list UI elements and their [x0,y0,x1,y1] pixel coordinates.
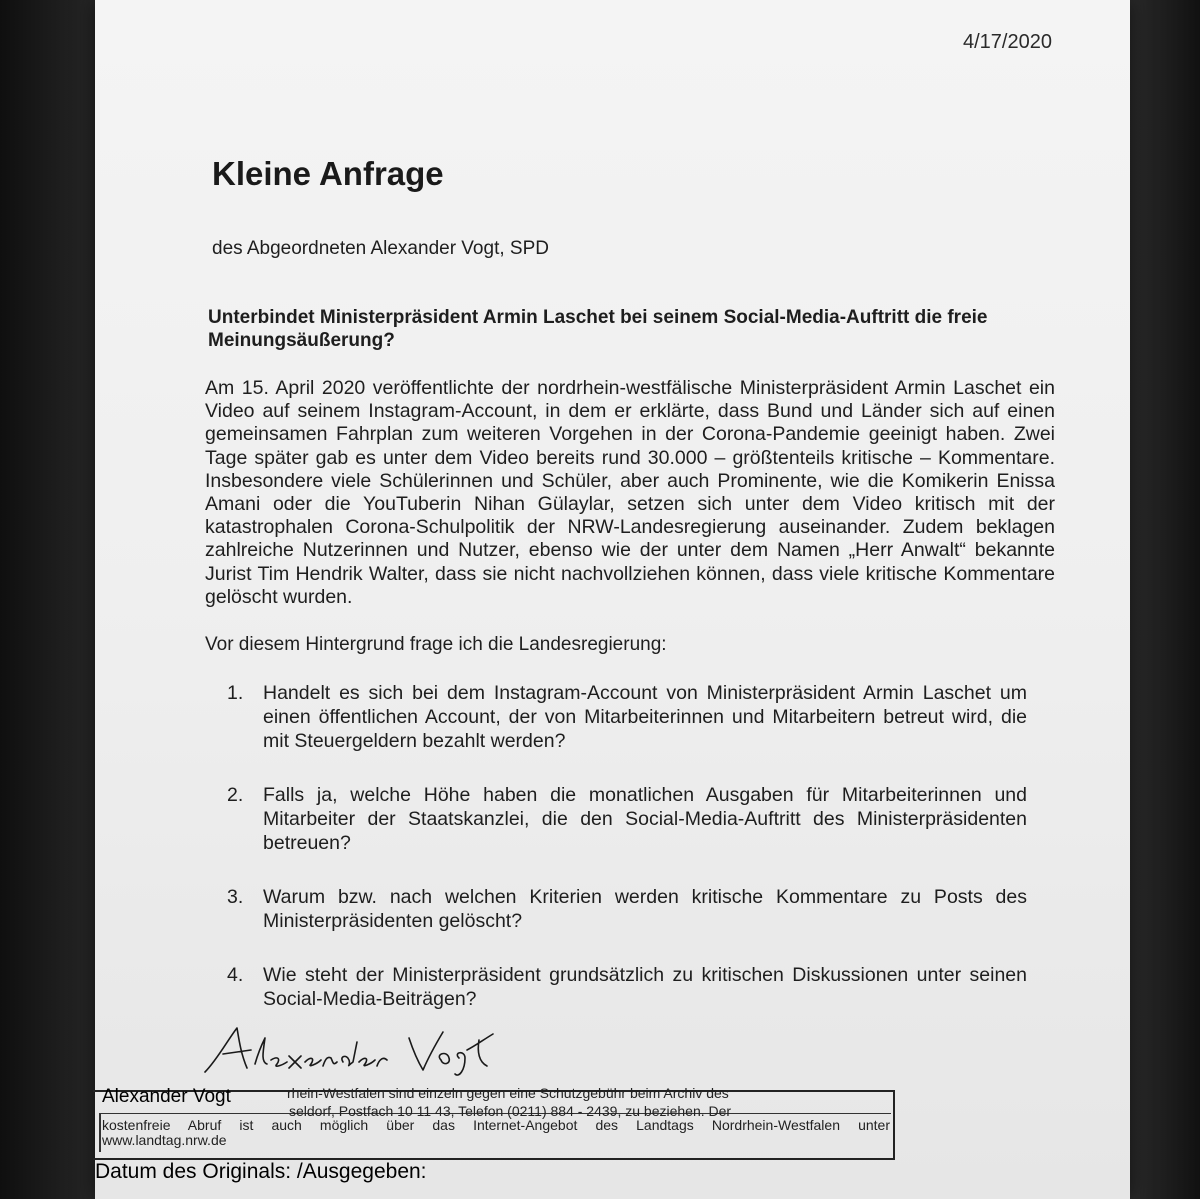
footer-line: seldorf, Postfach 10 11 43, Telefon (0211) 884 - 2439, zu beziehen. Der [289,1103,732,1119]
background-right [1130,0,1200,1199]
question-number: 3. [227,886,244,908]
question-text: Falls ja, welche Höhe haben die monatlichen Ausgaben für Mitarbeiterinnen und Mitarbeiter der Staatskanzlei, die den Social-Media-Auftritt des Ministerpräsidenten betreuen? [263,784,1027,854]
lead-sentence: Vor diesem Hintergrund frage ich die Landesregierung: [205,634,667,655]
document-title: Kleine Anfrage [212,155,444,192]
original-date-label: Datum des Originals: /Ausgegeben: [95,1160,427,1183]
footer-line: rhein-Westfalen sind einzeln gegen eine Schutzgebühr beim Archiv des [287,1085,729,1101]
question-item [227,885,1027,933]
question-text: Warum bzw. nach welchen Kriterien werden kritische Kommentare zu Posts des Ministerpräsidenten gelöscht? [263,886,1027,932]
question-text: Wie steht der Ministerpräsident grundsätzlich zu kritischen Diskussionen unter seinen Social-Media-Beiträgen? [263,964,1027,1010]
handwritten-signature [197,1020,497,1080]
signer-name: Alexander Vogt [102,1086,231,1107]
document-date: 4/17/2020 [963,31,1052,53]
document-byline: des Abgeordneten Alexander Vogt, SPD [212,238,549,259]
background-left [0,0,95,1199]
question-heading: Unterbindet Ministerpräsident Armin Laschet bei seinem Social-Media-Auftritt die freie Meinungsäußerung? [208,307,988,351]
question-number: 4. [227,964,244,986]
question-number: 2. [227,784,244,806]
question-number: 1. [227,682,244,704]
footer-line: kostenfreie Abruf ist auch möglich über das Internet-Angebot des Landtags Nordrhein-Westfalen unter [102,1117,890,1133]
footer-link: www.landtag.nrw.de [102,1132,227,1148]
document-page [95,0,1130,1199]
question-item [227,963,1027,1011]
question-list [227,681,1027,1011]
intro-paragraph: Am 15. April 2020 veröffentlichte der nordrhein-westfälische Ministerpräsident Armin Laschet ein Video auf seinem Instagram-Account, in dem er erklärte, dass Bund und Länder sich auf einen gemeinsamen Fahrplan zum weiteren Vorgehen in der Corona-Pandemie geeinigt haben. Zwei Tage später gab es unter dem Video bereits rund 30.000 – größtenteils kritische – Kommentare. Insbesondere viele Schülerinnen und Schüler, aber auch Prominente, wie die Komikerin Enissa Amani oder die YouTuberin Nihan Gülaylar, setzen sich unter dem Video kritisch mit der katastrophalen Corona-Schulpolitik der NRW-Landesregierung auseinander. Zudem beklagen zahlreiche Nutzerinnen und Nutzer, ebenso wie der unter dem Namen „Herr Anwalt“ bekannte Jurist Tim Hendrik Walter, dass sie nicht nachvollziehen können, dass viele kritische Kommentare gelöscht wurden. [205,377,1055,608]
question-text: Handelt es sich bei dem Instagram-Account von Ministerpräsident Armin Laschet um einen öffentlichen Account, der von Mitarbeiterinnen und Mitarbeitern betreut wird, die mit Steuergeldern bezahlt werden? [263,682,1027,752]
question-item [227,681,1027,753]
question-item [227,783,1027,855]
